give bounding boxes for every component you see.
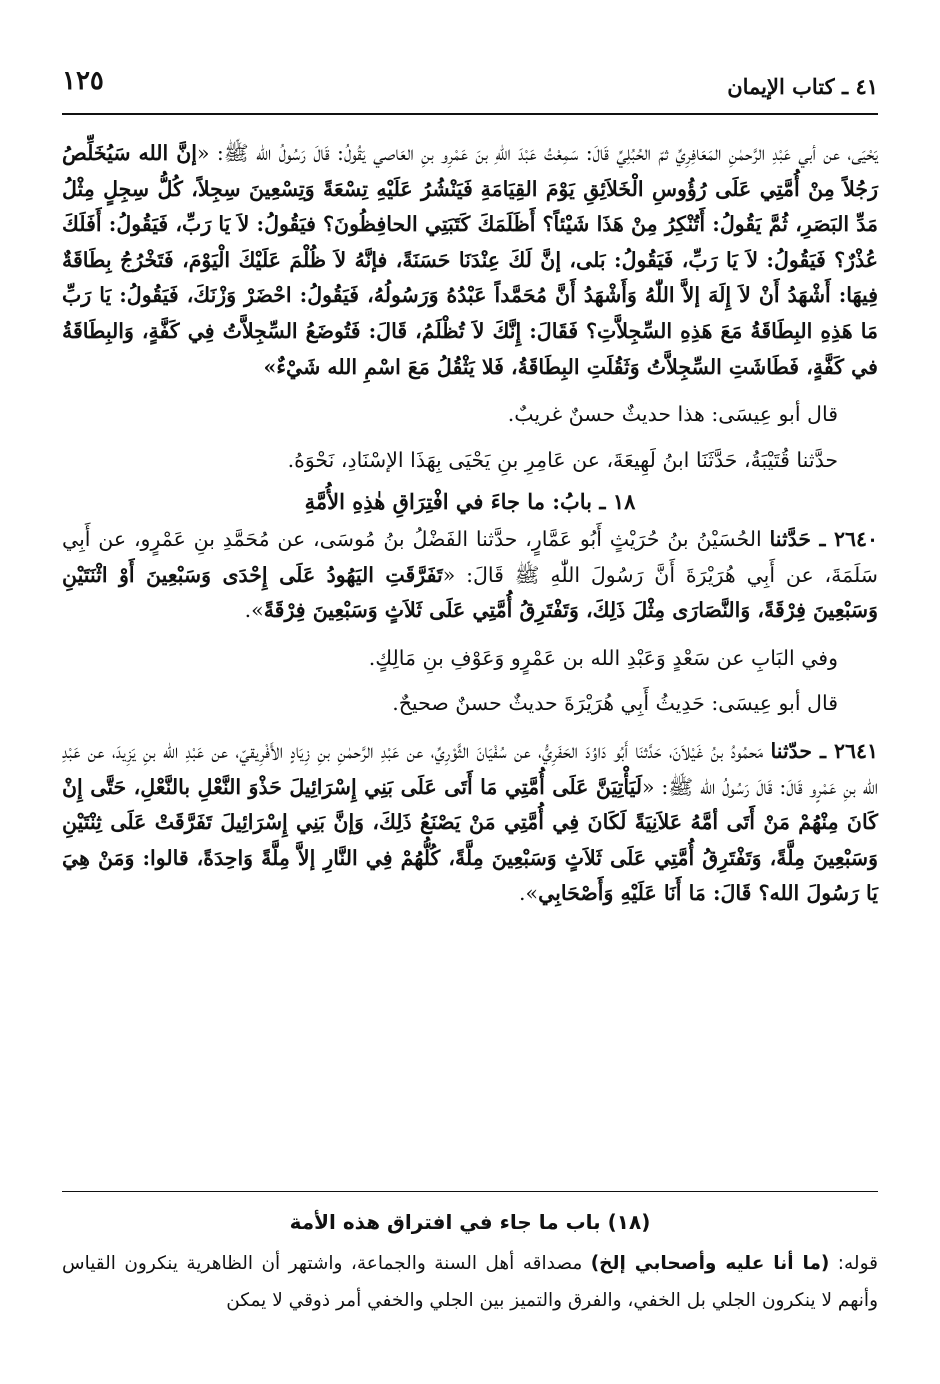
page-number: ١٢٥ — [62, 66, 104, 96]
chapter-title: ١٨ ـ بابُ: ما جاءَ في افْتِرَاقِ هٰذِهِ الأُمَّةِ — [304, 489, 636, 515]
isnad: مَحمُودُ بنُ غَيْلاَنَ، حَدَّثنَا أَبُو دَاوُدَ الحَفَرِيُّ، عن سُفْيَانَ الثَّوْرِيِّ، عن عَبْدِ الرَّحمٰنِ بنِ زِيَادٍ الأَفْرِيقيّ، عن عَبْدِ الله بنِ يَزِيدَ، عن عَبْدِ الله بنِ عَمْرٍو قَالَ: قَالَ رَسُولُ الله ﷺ: « — [62, 738, 878, 799]
matn-close-quote: » — [263, 354, 277, 379]
hadith-number: ٢٦٤١ ـ حدّثنا — [770, 738, 879, 763]
grading-note: قال أبو عِيسَى: هذا حديثٌ حسنٌ غريبٌ. — [507, 402, 838, 427]
footnote-quote: (ما أنا عليه وأصحابي إلخ) — [590, 1253, 830, 1274]
matn-close: ». — [244, 598, 264, 623]
grading-note-2: قال أبو عِيسَى: حَدِيثُ أَبِي هُرَيْرَةَ حديثٌ حسنٌ صحيحٌ. — [392, 691, 838, 716]
isnad-line-2: يَقُولُ: قَالَ رَسُولُ الله ﷺ: « — [197, 141, 366, 165]
hadith-2639-continuation — [62, 136, 878, 385]
isnad-line-1: يَحْيَى، عن أبي عَبْدِ الرَّحمٰنِ المَعَافِرِيِّ ثمّ الحُبُلِيِّ قَالَ: سَمِعْتُ عَبْدَ اللّٰهِ بنَ عَمْرِو بنِ العَاصي — [373, 141, 878, 165]
footnote-text — [62, 1245, 878, 1319]
footnote-label: قوله: — [829, 1253, 878, 1274]
hadith-2640 — [62, 522, 878, 629]
hadith-number: ٢٦٤٠ ـ حَدَّثنا — [769, 526, 878, 551]
main-text — [62, 136, 878, 912]
isnad: الحُسَيْنُ بنُ حُرَيْثٍ أَبُو عَمَّارٍ، حدَّثنا الفَضْلُ بنُ مُوسَى، عن مُحَمَّدِ بنِ عَمْرٍو، عن أَبِي سَلَمَةَ، عن أَبِي هُرَيْرَةَ أَنَّ رَسُولَ اللّٰهِ ﷺ قَالَ: « — [62, 526, 878, 587]
matn-line-2: إنَّ الله سَيُخَلِّصُ رَجُلاً مِنْ أُمَّتِي عَلَى رُؤُوسِ الْخَلاَئِقِ يَوْمَ القِيَامَةِ — [62, 141, 878, 201]
matn: تَفَرَّقَتِ اليَهُودُ عَلَى إِحْدَى وَسَبْعِينَ أَوْ اثْنَتَيْنِ وَسَبْعِينَ فِرْقَةً، وَالنَّصَارَى مِثْلَ ذَلِكَ، وَتَفْتَرِقُ أُمَّتِي عَلَى ثَلاَثٍ وَسَبْعِينَ فِرْقَةً — [62, 562, 878, 623]
header-rule — [62, 113, 878, 115]
hadith-2641 — [62, 734, 878, 912]
footnotes — [62, 1204, 878, 1319]
footnote-body: مصداقه أهل السنة والجماعة، واشتهر أن الظاهرية ينكرون القياس وأنهم لا ينكرون الجلي بل الخفي، والفرق والتميز بين الجلي والخفي أمر ذوقي لا يمكن — [62, 1253, 878, 1311]
related-chapter-note: وفي البَابِ عن سَعْدٍ وَعَبْدِ الله بن عَمْرٍو وَعَوْفِ بنِ مَالِكٍ. — [368, 645, 838, 670]
matn-close: ». — [519, 881, 539, 906]
running-title: ٤١ ـ كتاب الإيمان — [727, 74, 878, 99]
matn: لَيَأْتِيَنَّ عَلَى أُمَّتِي مَا أَتَى عَلَى بَنِي إِسْرَائِيلَ حَذْوَ النَّعْلِ بالنَّعْلِ، حَتَّى إِنْ كَانَ مِنْهُمْ مَنْ أَتَى أمَّهُ عَلاَنِيَةً لَكَانَ فِي أُمَّتِي مَنْ يَصْنَعُ ذَلِكَ، وَإنَّ بَنِي إِسْرَائِيلَ تَفَرَّقَتْ عَلَى ثِنْتَيْنِ وَسَبْعِينَ مِلَّةً، وَتَفْتَرِقُ أُمَّتِي عَلَى ثَلاَثٍ وَسَبْعِينَ مِلَّةً، كُلُّهُمْ فِي النَّارِ إلاَّ مِلَّةً وَاحِدَةً، قالوا: وَمَنْ هِيَ يَا رَسُولَ الله؟ قَالَ: مَا أَنَا عَلَيْهِ وَأَصْحَابِي — [62, 774, 878, 906]
footnote-rule — [62, 1191, 878, 1192]
footnote-chapter-title: (١٨) باب ما جاء في افتراق هذه الأمة — [289, 1210, 651, 1234]
alternate-isnad: حدَّثنا قُتَيْبَةُ، حَدَّثَنَا ابنُ لَهِيعَةَ، عن عَامِرِ بنِ يَحْيَى بِهَذَا الإسْنَادِ، نَحْوَهُ. — [287, 447, 838, 472]
matn-text: فَيَنْشُرُ عَلَيْهِ تِسْعَةً وَتِسْعِينَ سِجِلاً، كُلُّ سِجِلٍ مِثْلُ مَدِّ البَصَرِ، ثُمَّ يَقُولُ: أَتُنْكِرُ مِنْ هَذَا شَيْئاً؟ أَظَلَمَكَ كَتَبَتِي الحافِظُونَ؟ فيَقُولُ: لاَ يَا رَبِّ، فَيَقُولُ: أَفَلَكَ عُذْرٌ؟ فَيَقُولُ: لاَ يَا رَبِّ، فَيَقُولُ: بَلى، إنَّ لَكَ عِنْدَنَا حَسَنَةً، فإنَّهُ لاَ ظُلْمَ عَلَيْكَ الْيَوْمَ، فَتَخْرُجُ بِطَاقَةٌ فِيهَا: أَشْهَدُ أَنْ لاَ إِلَهَ إلاَّ اللّٰهُ وَأَشْهَدُ أَنَّ مُحَمَّداً عَبْدُهُ وَرَسُولُهُ، فَيَقُولُ: احْضَرْ وَزْنَكَ، فَيَقُولُ: يَا رَبِّ مَا هَذِهِ البِطَاقَةُ مَعَ هَذِهِ السِّجِلاَّتِ؟ فَقَالَ: إِنَّكَ لاَ تُظْلَمُ، قَالَ: فَتُوضَعُ السِّجِلاَّتُ فِي كَفَّةٍ، وَالبِطَاقَةُ في كَفَّةٍ، فَطَاشَتِ السِّجِلاَّتُ وَثَقُلَتِ البِطَاقَةُ، فَلا يَثْقُلُ مَعَ اسْمِ الله شَيْءٌ — [62, 176, 878, 379]
page-header — [62, 60, 878, 110]
